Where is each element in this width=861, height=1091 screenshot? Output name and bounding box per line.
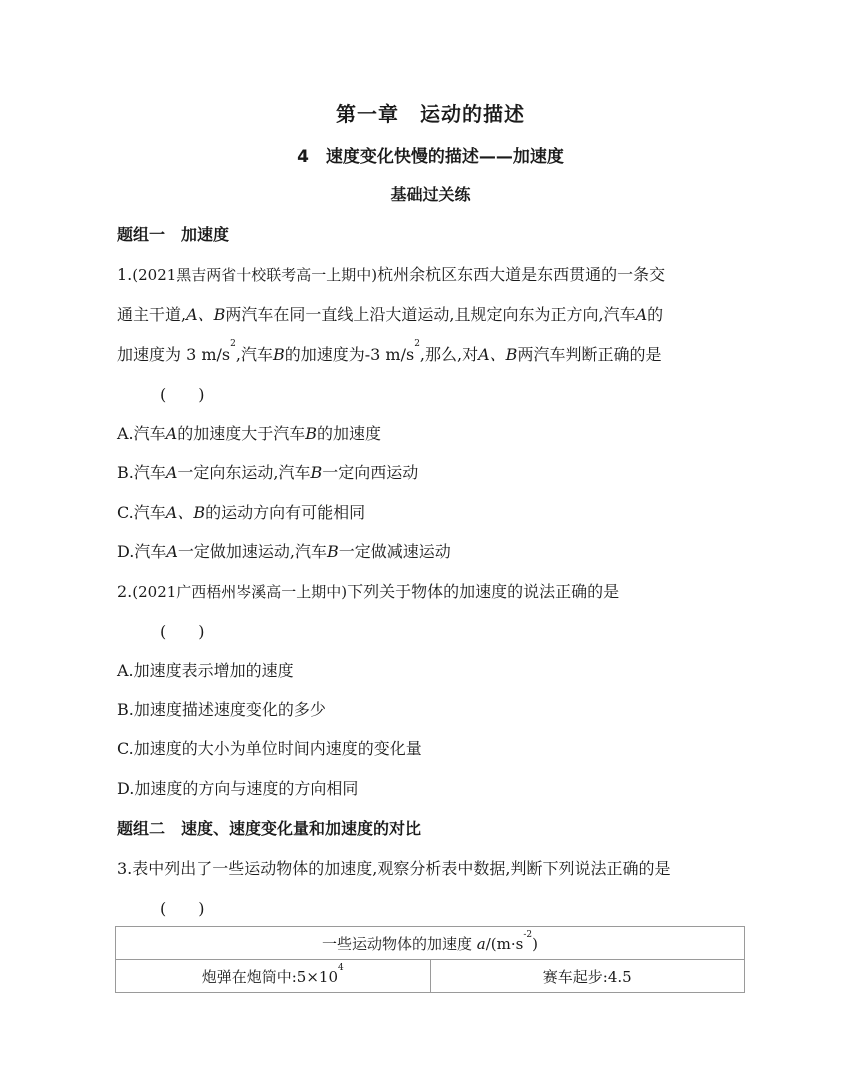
q1-option-c-2: 的运动方向有可能相同 [205,503,366,522]
q2-option-d[interactable]: D.加速度的方向与速度的方向相同 [117,779,359,798]
chapter-title: 第一章 运动的描述 [336,102,525,126]
table-cell-shell [116,960,431,993]
q1-stem-3e: 两汽车判断正确的是 [517,345,662,364]
q1-stem-2c: 的 [647,305,664,324]
q1-sup-2: 2 [414,339,420,349]
q1-option-b[interactable] [117,460,418,483]
table-header-exp: -2 [523,929,533,940]
table-header-var: a [476,934,486,953]
q1-option-a[interactable] [117,421,381,444]
q3-stem: 3.表中列出了一些运动物体的加速度,观察分析表中数据,判断下列说法正确的是 [117,859,671,878]
q1-stem-3b: ,汽车 [235,345,273,364]
q1-sup-1: 2 [230,339,236,349]
table-header-text: 一些运动物体的加速度 [322,934,473,953]
q2-option-a[interactable]: A.加速度表示增加的速度 [117,661,294,680]
q1-stem-1: 杭州余杭区东西大道是东西贯通的一条交 [377,265,666,284]
q1-option-a-1: A.汽车 [117,424,166,443]
q1-stem-2b: 两汽车在同一直线上沿大道运动,且规定向东为正方向,汽车 [225,305,636,324]
q2-answer-paren: ( ) [160,622,205,641]
q2-option-b[interactable]: B.加速度描述速度变化的多少 [117,700,326,719]
q1-line1 [117,262,665,285]
exercise-subtitle: 基础过关练 [390,185,471,204]
q1-option-a-2: 的加速度大于汽车 [177,424,306,443]
q2-source: (2021广西梧州岑溪高一上期中) [132,583,348,601]
q2-stem: 下列关于物体的加速度的说法正确的是 [347,582,620,601]
q1-option-c-1: C.汽车 [117,503,166,522]
table-cell-shell-exp: 4 [338,962,344,973]
q1-option-a-3: 的加速度 [317,424,382,443]
acceleration-table [115,926,745,993]
section-title: 4 速度变化快慢的描述——加速度 [297,147,564,167]
q1-option-a-var-a: A [165,424,178,443]
group2-heading: 题组二 速度、速度变化量和加速度的对比 [117,819,422,838]
q1-var-ab: A、B [186,305,226,324]
q1-option-a-var-b: B [305,424,317,443]
q1-option-b-var-b: B [310,463,323,482]
q1-var-a: A [635,305,648,324]
q1-stem-3d: ,那么,对 [419,345,479,364]
group1-heading: 题组一 加速度 [117,225,230,244]
q1-option-b-var-a: A [165,463,178,482]
table-header-row [116,927,745,960]
q1-option-d-var-b: B [327,542,339,561]
q1-option-d-1: D.汽车 [117,542,167,561]
table-row [116,960,745,993]
q1-option-d[interactable] [117,539,451,562]
q1-number: 1. [117,265,133,284]
q1-var-ab-2: A、B [478,345,518,364]
q2-line1 [117,579,619,602]
q1-line3 [117,339,662,365]
table-header-unit: /(m·s [485,934,524,953]
table-header-close: ) [532,934,538,953]
q1-option-d-3: 一定做减速运动 [338,542,451,561]
q1-option-b-2: 一定向东运动,汽车 [177,463,311,482]
q1-stem-2a: 通主干道, [117,305,187,324]
q3-answer-paren: ( ) [160,899,205,918]
q1-source: (2021黑吉两省十校联考高一上期中) [132,266,378,284]
table-cell-shell-text: 炮弹在炮筒中:5×10 [201,967,339,986]
q2-number: 2. [117,582,133,601]
q2-option-c[interactable]: C.加速度的大小为单位时间内速度的变化量 [117,739,422,758]
q1-option-d-2: 一定做加速运动,汽车 [177,542,328,561]
q1-option-c[interactable] [117,500,365,523]
q1-option-d-var-a: A [166,542,178,561]
table-cell-racecar: 赛车起步:4.5 [430,960,745,993]
q1-option-c-var-ab: A、B [165,503,206,522]
q1-line2 [117,302,663,325]
q1-var-b: B [272,345,285,364]
table-header-cell [116,927,745,960]
q1-answer-paren: ( ) [160,385,205,404]
q1-stem-3a: 加速度为 3 m/s [117,345,231,364]
q1-option-b-1: B.汽车 [117,463,166,482]
q1-stem-3c: 的加速度为-3 m/s [284,345,415,364]
q1-option-b-3: 一定向西运动 [322,463,419,482]
